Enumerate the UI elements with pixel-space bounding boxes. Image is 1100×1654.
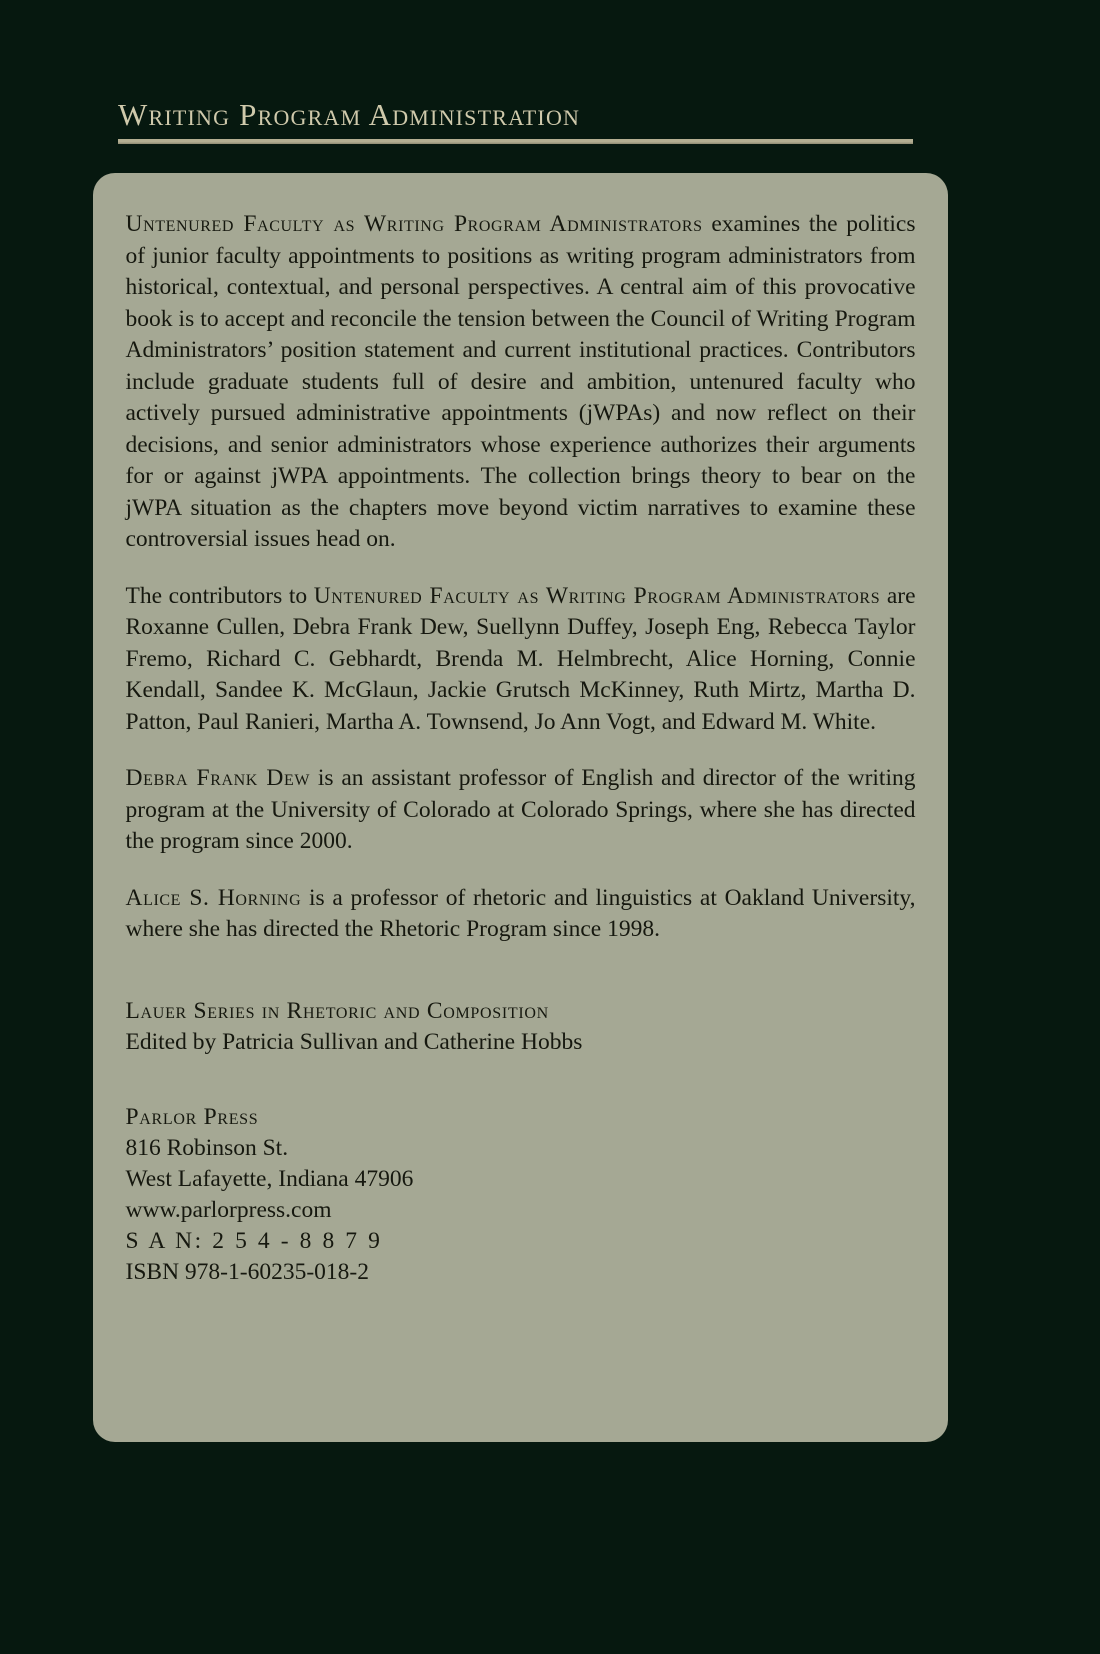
author-name-dew: Debra Frank Dew <box>125 765 311 791</box>
header-divider <box>118 139 913 144</box>
blurb-paragraph-contributors <box>126 581 916 739</box>
contributors-lead-text: The contributors to <box>125 582 314 609</box>
blurb-panel <box>93 173 948 1442</box>
author-bio-horning <box>126 883 916 946</box>
publisher-website[interactable]: www.parlorpress.com <box>125 1196 332 1223</box>
series-editors: Edited by Patricia Sullivan and Catherine Hobbs <box>125 1028 583 1055</box>
series-header-title: Writing Program Administration <box>118 97 581 132</box>
series-header <box>118 98 913 144</box>
publisher-san: S A N: 2 5 4 - 8 8 7 9 <box>125 1227 383 1254</box>
publisher-street: 816 Robinson St. <box>125 1134 289 1161</box>
series-name: Lauer Series in Rhetoric and Composition <box>125 997 549 1024</box>
author-name-horning: Alice S. Horning <box>125 884 302 911</box>
blurb-description-text: examines the politics of junior faculty appointments to positions as writing program administrators from historical, contextual, and personal perspectives. A central aim of this provocative book is to accept and reconcile the tension between the Council of Writing Program Administrators’ position statement and current institutional practices. Contributors include graduate students full of desire and ambition, untenured faculty who actively pursued administrative appointments (jWPAs) and now reflect on their decisions, and senior administrators whose experience authorizes their arguments for or against jWPA appointments. The collection brings theory to bear on the jWPA situation as the chapters move beyond victim narratives to examine these controversial issues head on. <box>125 211 916 552</box>
publisher-block <box>126 1102 916 1288</box>
series-block <box>126 996 916 1058</box>
contributors-list-text: are Roxanne Cullen, Debra Frank Dew, Suellynn Duffey, Joseph Eng, Rebecca Taylor Fremo, Richard C. Gebhardt, Brenda M. Helmbrecht, Alice Horning, Connie Kendall, Sandee K. McGlaun, Jackie Grutsch McKinney, Ruth Mirtz, Martha D. Patton, Paul Ranieri, Martha A. Townsend, Jo Ann Vogt, and Edward M. White. <box>125 582 916 735</box>
author-bio-dew-text: is an assistant professor of English and director of the writing program at the University of Colorado at Colorado Springs, where she has directed the program since 2000. <box>125 765 916 854</box>
book-title-inline: Untenured Faculty as Writing Program Administrators <box>125 211 703 237</box>
blurb-paragraph-description <box>126 209 916 556</box>
author-bio-horning-text: is a professor of rhetoric and linguistics at Oakland University, where she has directed the Rhetoric Program since 1998. <box>125 884 916 942</box>
publisher-city-state-zip: West Lafayette, Indiana 47906 <box>125 1165 414 1192</box>
author-bio-dew <box>126 763 916 858</box>
book-title-inline-2: Untenured Faculty as Writing Program Administrators <box>313 582 881 609</box>
publisher-isbn: ISBN 978-1-60235-018-2 <box>125 1258 369 1285</box>
publisher-name: Parlor Press <box>125 1103 259 1130</box>
